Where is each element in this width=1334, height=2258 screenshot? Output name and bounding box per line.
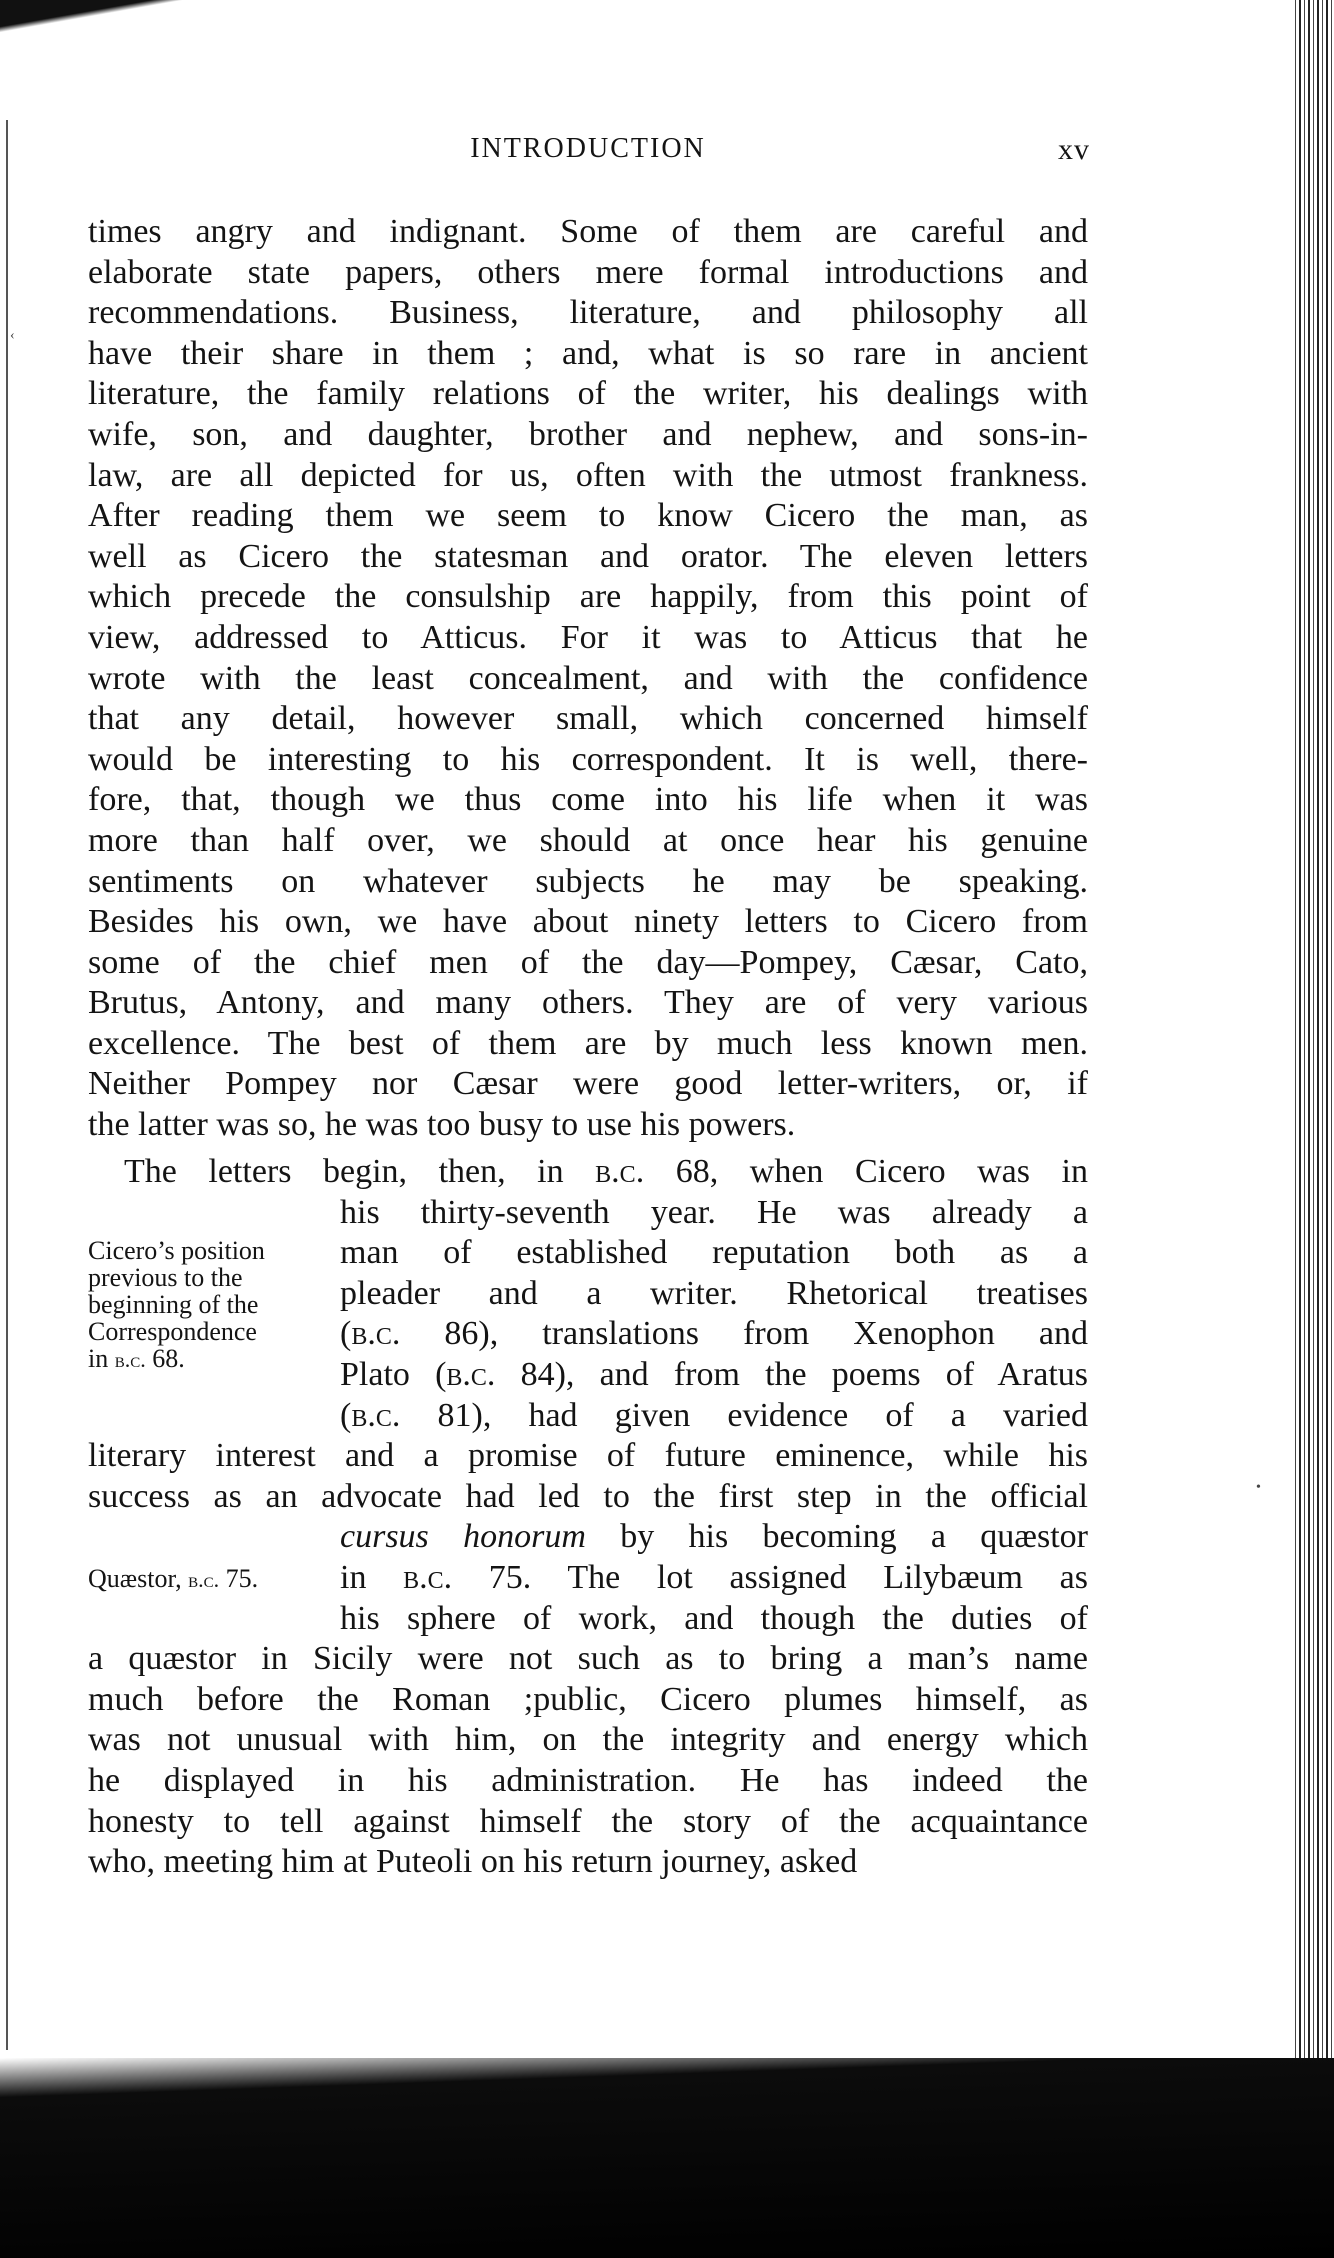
sidenote-line: Correspondence	[88, 1317, 257, 1346]
text-line: cursus honorum by his becoming a quæstor	[340, 1518, 1088, 1556]
text-line: elaborate state papers, others mere formal introductions and	[88, 253, 1088, 291]
text-line: who, meeting him at Puteoli on his return journey, asked	[88, 1843, 858, 1881]
stray-mark: •	[1256, 1480, 1261, 1495]
sidenote-line: beginning of the	[88, 1290, 259, 1319]
text-line: pleader and a writer. Rhetorical treatises	[340, 1274, 1088, 1312]
text-line: literary interest and a promise of future eminence, while his	[88, 1437, 1088, 1475]
text-line: excellence. The best of them are by much less known men.	[88, 1024, 1088, 1062]
sidenote-line: Quæstor, b.c. 75.	[88, 1564, 259, 1593]
text-line: literature, the family relations of the writer, his dealings with	[88, 375, 1088, 413]
text-line: he displayed in his administration. He has indeed the	[88, 1761, 1088, 1799]
text-line: more than half over, we should at once hear his genuine	[88, 821, 1088, 859]
text-line: in b.c. 75. The lot assigned Lilybæum as	[340, 1558, 1088, 1596]
text-line: wife, son, and daughter, brother and nephew, and sons-in-	[88, 415, 1088, 453]
text-line: law, are all depicted for us, often with the utmost frankness.	[88, 456, 1088, 494]
scan-bottom-shadow	[0, 2058, 1334, 2258]
text-line: Plato (b.c. 84), and from the poems of Aratus	[340, 1355, 1088, 1393]
book-binding-edge	[1292, 0, 1334, 2120]
sidenote-line: in b.c. 68.	[88, 1344, 185, 1373]
text-line: which precede the consulship are happily, from this point of	[88, 578, 1088, 616]
sidenote-quaestor	[88, 1565, 328, 1593]
text-line: much before the Roman ;public, Cicero plumes himself, as	[88, 1680, 1088, 1718]
text-line: well as Cicero the statesman and orator. The eleven letters	[88, 537, 1088, 575]
text-line: Neither Pompey nor Cæsar were good letter-writers, or, if	[88, 1065, 1088, 1103]
text-line: was not unusual with him, on the integrity and energy which	[88, 1721, 1088, 1759]
text-line: wrote with the least concealment, and with the confidence	[88, 659, 1088, 697]
page-number: xv	[1058, 133, 1090, 166]
text-line: After reading them we seem to know Cicero the man, as	[88, 497, 1088, 535]
running-head	[86, 133, 1090, 183]
stray-mark: ‹	[10, 328, 15, 343]
text-line: (b.c. 86), translations from Xenophon and	[340, 1315, 1088, 1353]
text-line: that any detail, however small, which concerned himself	[88, 700, 1088, 738]
text-line: (b.c. 81), had given evidence of a varied	[340, 1396, 1088, 1434]
text-line: his sphere of work, and though the duties of	[340, 1599, 1088, 1637]
sidenote-line: Cicero’s position	[88, 1236, 265, 1265]
text-line: his thirty-seventh year. He was already a	[340, 1193, 1088, 1231]
text-line: success as an advocate had led to the first step in the official	[88, 1477, 1088, 1515]
text-line: Brutus, Antony, and many others. They are of very various	[88, 984, 1088, 1022]
text-line: fore, that, though we thus come into his life when it was	[88, 781, 1088, 819]
text-line: a quæstor in Sicily were not such as to bring a man’s name	[88, 1640, 1088, 1678]
scan-corner-mark	[0, 0, 200, 60]
text-line: would be interesting to his correspondent. It is well, there-	[88, 740, 1088, 778]
text-line: The letters begin, then, in b.c. 68, when Cicero was in	[124, 1153, 1088, 1190]
text-line: have their share in them ; and, what is so rare in ancient	[88, 334, 1088, 372]
body-paragraph-1	[88, 212, 1088, 1146]
text-line: sentiments on whatever subjects he may be speaking.	[88, 862, 1088, 900]
text-line: the latter was so, he was too busy to use his powers.	[88, 1106, 796, 1144]
page-title: INTRODUCTION	[470, 133, 706, 164]
text-line: honesty to tell against himself the story of the acquaintance	[88, 1802, 1088, 1840]
sidenote-line: previous to the	[88, 1263, 243, 1292]
text-line: some of the chief men of the day—Pompey, Cæsar, Cato,	[88, 943, 1088, 981]
page-edge-line	[6, 120, 8, 2050]
text-line: times angry and indignant. Some of them are careful and	[88, 213, 1088, 250]
text-line: Besides his own, we have about ninety letters to Cicero from	[88, 903, 1088, 941]
text-line: view, addressed to Atticus. For it was to Atticus that he	[88, 618, 1088, 656]
text-line: man of established reputation both as a	[340, 1234, 1088, 1272]
sidenote-cicero-position	[88, 1237, 328, 1373]
text-line: recommendations. Business, literature, and philosophy all	[88, 294, 1088, 332]
